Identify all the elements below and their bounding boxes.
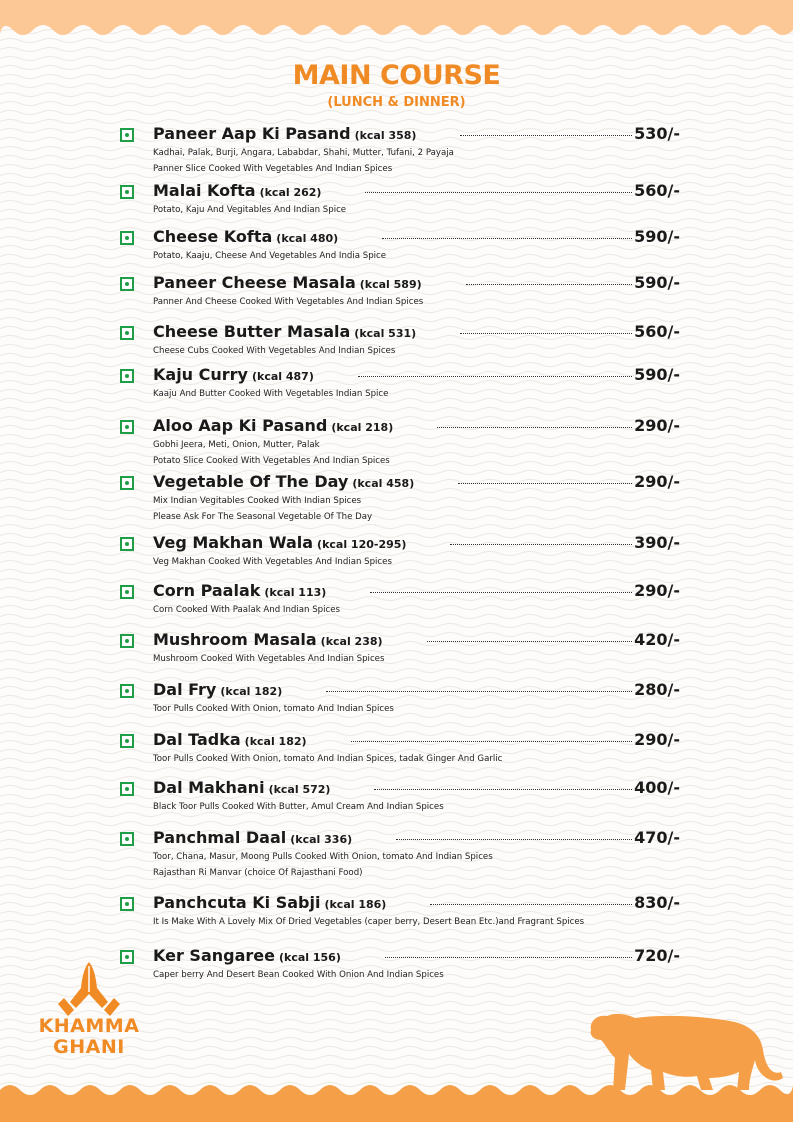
menu-item-header [153,730,680,752]
dotted-leader [370,592,632,593]
menu-item-name: Veg Makhan Wala [153,533,314,552]
dotted-leader [450,544,632,545]
menu-item-description: Kadhai, Palak, Burji, Angara, Lababdar, Shahi, Mutter, Tufani, 2 Payaja [153,148,454,158]
menu-item-name: Kaju Curry [153,365,248,384]
menu-item-price: 560/- [634,181,680,200]
menu-item-kcal: (kcal 531) [354,327,417,340]
menu-item-name: Dal Makhani [153,778,265,797]
menu-item-description: Corn Cooked With Paalak And Indian Spices [153,605,340,615]
menu-item-price: 400/- [634,778,680,797]
menu-item-price: 830/- [634,893,680,912]
menu-item-header [153,181,680,203]
veg-mark-icon [120,832,134,846]
veg-mark-icon [120,420,134,434]
veg-mark-icon [120,684,134,698]
menu-item-header [153,946,680,968]
menu-item-name: Aloo Aap Ki Pasand [153,416,328,435]
veg-mark-icon [120,537,134,551]
menu-item-description: Cheese Cubs Cooked With Vegetables And Indian Spices [153,346,396,356]
menu-item-name: Cheese Kofta [153,227,273,246]
dotted-leader [351,741,633,742]
menu-item-name: Malai Kofta [153,181,256,200]
menu-item-kcal: (kcal 487) [251,370,314,383]
dotted-leader [382,238,632,239]
menu-item-price: 290/- [634,581,680,600]
menu-item-description: Mix Indian Vegitables Cooked With Indian Spices [153,496,362,506]
dotted-leader [374,789,632,790]
menu-item-kcal: (kcal 182) [244,735,307,748]
menu-item-kcal: (kcal 156) [278,951,341,964]
menu-item-price: 420/- [634,630,680,649]
dotted-leader [460,333,632,334]
veg-mark-icon [120,634,134,648]
menu-item-name: Panchmal Daal [153,828,287,847]
menu-item-price: 590/- [634,365,680,384]
dotted-leader [427,641,633,642]
menu-item-header [153,416,680,438]
top-wave-band [0,0,793,44]
menu-item-description: Toor, Chana, Masur, Moong Pulls Cooked With Onion, tomato And Indian Spices [153,852,493,862]
veg-mark-icon [120,897,134,911]
menu-item-kcal: (kcal 358) [354,129,417,142]
menu-item-header [153,472,680,494]
menu-item-header [153,124,680,146]
veg-mark-icon [120,128,134,142]
veg-mark-icon [120,231,134,245]
menu-item-description: Kaaju And Butter Cooked With Vegetables Indian Spice [153,389,389,399]
page-title: MAIN COURSE [292,60,501,91]
menu-item-header [153,778,680,800]
menu-item-price: 590/- [634,273,680,292]
menu-item-header [153,365,680,387]
menu-item-name: Panchcuta Ki Sabji [153,893,321,912]
dotted-leader [466,284,632,285]
menu-item-header [153,273,680,295]
dotted-leader [430,904,632,905]
menu-item-name: Vegetable Of The Day [153,472,349,491]
dotted-leader [458,483,632,484]
menu-item-name: Corn Paalak [153,581,261,600]
menu-item-header [153,828,680,850]
menu-item-kcal: (kcal 186) [324,898,387,911]
menu-item-price: 560/- [634,322,680,341]
menu-item-price: 290/- [634,472,680,491]
brand-name-line-2: GHANI [53,1036,125,1058]
menu-item-price: 470/- [634,828,680,847]
veg-mark-icon [120,782,134,796]
menu-item-price: 590/- [634,227,680,246]
menu-item-description: Mushroom Cooked With Vegetables And Indian Spices [153,654,385,664]
menu-item-header [153,322,680,344]
dotted-leader [365,192,632,193]
menu-item-description: Potato, Kaaju, Cheese And Vegetables And India Spice [153,251,387,261]
dotted-leader [396,839,632,840]
menu-item-kcal: (kcal 458) [352,477,415,490]
menu-item-description: Toor Pulls Cooked With Onion, tomato And Indian Spices, tadak Ginger And Garlic [153,754,503,764]
dotted-leader [385,957,632,958]
menu-item-kcal: (kcal 572) [268,783,331,796]
menu-item-description: Potato, Kaju And Vegitables And Indian Spice [153,205,347,215]
dotted-leader [437,427,632,428]
dotted-leader [326,691,632,692]
menu-item-price: 280/- [634,680,680,699]
menu-item-price: 530/- [634,124,680,143]
menu-item-name: Dal Fry [153,680,217,699]
menu-item-kcal: (kcal 336) [290,833,353,846]
veg-mark-icon [120,369,134,383]
menu-item-description: Panner Slice Cooked With Vegetables And Indian Spices [153,164,393,174]
menu-item-header [153,227,680,249]
veg-mark-icon [120,585,134,599]
menu-item-price: 390/- [634,533,680,552]
dotted-leader [460,135,632,136]
menu-item-header [153,581,680,603]
namaste-hands-icon [34,958,144,1018]
menu-item-description: Caper berry And Desert Bean Cooked With Onion And Indian Spices [153,970,444,980]
menu-item-price: 290/- [634,416,680,435]
menu-item-kcal: (kcal 262) [259,186,322,199]
brand-name-line-1: KHAMMA [38,1015,140,1037]
menu-item-header [153,680,680,702]
veg-mark-icon [120,326,134,340]
menu-item-header [153,893,680,915]
menu-item-header [153,630,680,652]
veg-mark-icon [120,277,134,291]
menu-item-kcal: (kcal 480) [276,232,339,245]
menu-item-description: Panner And Cheese Cooked With Vegetables And Indian Spices [153,297,424,307]
menu-item-name: Dal Tadka [153,730,241,749]
bottom-wave-band [0,1062,793,1122]
menu-item-name: Ker Sangaree [153,946,275,965]
veg-mark-icon [120,476,134,490]
menu-item-kcal: (kcal 238) [320,635,383,648]
page-subtitle: (LUNCH & DINNER) [327,95,466,110]
menu-item-header [153,533,680,555]
menu-item-name: Paneer Aap Ki Pasand [153,124,351,143]
menu-item-description: Veg Makhan Cooked With Vegetables And Indian Spices [153,557,392,567]
menu-item-kcal: (kcal 113) [264,586,327,599]
dotted-leader [358,376,632,377]
menu-item-kcal: (kcal 182) [220,685,283,698]
menu-item-description: Potato Slice Cooked With Vegetables And Indian Spices [153,456,390,466]
menu-item-name: Mushroom Masala [153,630,317,649]
menu-item-price: 720/- [634,946,680,965]
menu-item-description: Please Ask For The Seasonal Vegetable Of The Day [153,512,373,522]
menu-item-description: Black Toor Pulls Cooked With Butter, Amul Cream And Indian Spices [153,802,444,812]
menu-item-kcal: (kcal 120-295) [317,538,407,551]
menu-item-description: Gobhi Jeera, Meti, Onion, Mutter, Palak [153,440,320,450]
menu-item-kcal: (kcal 218) [331,421,394,434]
menu-item-description: Rajasthan Ri Manvar (choice Of Rajasthani Food) [153,868,363,878]
menu-item-kcal: (kcal 589) [359,278,422,291]
menu-item-description: Toor Pulls Cooked With Onion, tomato And Indian Spices [153,704,394,714]
menu-item-name: Paneer Cheese Masala [153,273,356,292]
veg-mark-icon [120,185,134,199]
menu-item-description: It Is Make With A Lovely Mix Of Dried Vegetables (caper berry, Desert Bean Etc.)and Fragrant Spices [153,917,585,927]
menu-item-name: Cheese Butter Masala [153,322,351,341]
menu-item-price: 290/- [634,730,680,749]
veg-mark-icon [120,734,134,748]
